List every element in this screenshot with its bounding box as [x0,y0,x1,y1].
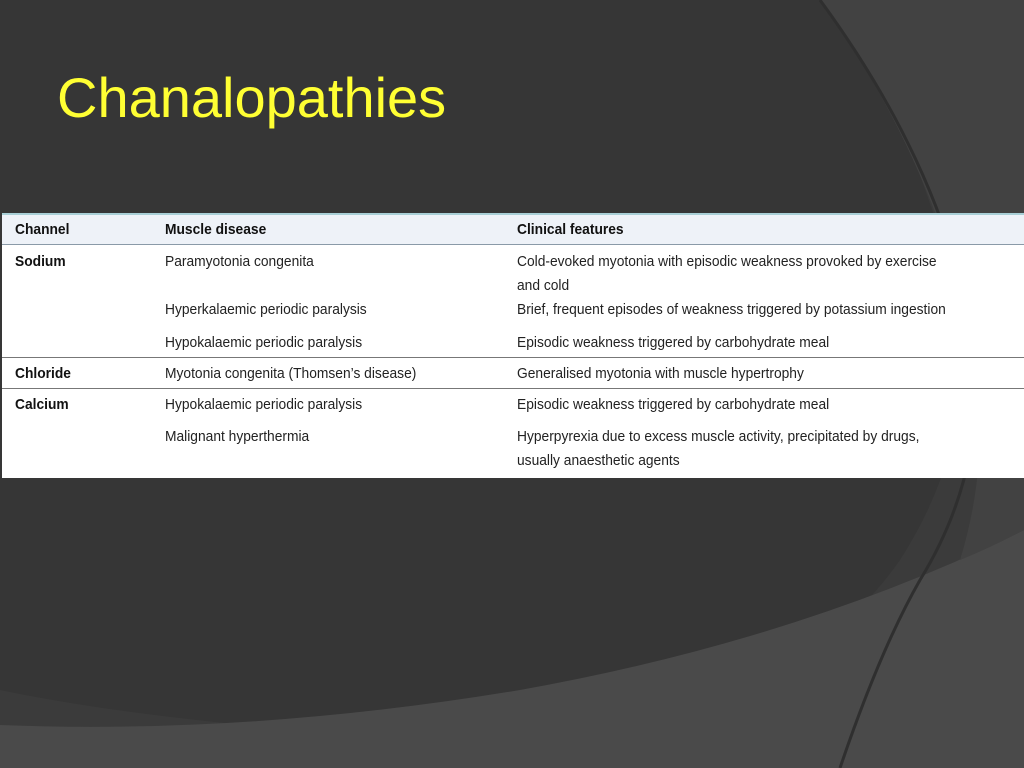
features-cell: Hyperpyrexia due to excess muscle activity, precipitated by drugs, [517,428,920,445]
disease-cell: Hypokalaemic periodic paralysis [165,396,363,413]
table-header-row [2,215,1024,245]
features-cell: Episodic weakness triggered by carbohydrate meal [517,396,830,413]
features-cell: Brief, frequent episodes of weakness triggered by potassium ingestion [517,301,946,318]
disease-cell: Hyperkalaemic periodic paralysis [165,301,367,318]
channel-cell: Sodium [15,253,66,270]
disease-cell: Malignant hyperthermia [165,428,310,445]
disease-cell: Paramyotonia congenita [165,253,314,270]
disease-cell: Hypokalaemic periodic paralysis [165,334,363,351]
group-divider [2,388,1024,389]
features-cell: Generalised myotonia with muscle hypertrophy [517,365,804,382]
features-cell: Episodic weakness triggered by carbohydrate meal [517,334,830,351]
channel-cell: Chloride [15,365,71,382]
channel-cell: Calcium [15,396,69,413]
header-clinical-features: Clinical features [517,221,624,238]
group-divider [2,357,1024,358]
disease-cell: Myotonia congenita (Thomsen’s disease) [165,365,417,382]
header-channel: Channel [15,221,70,238]
features-cell-continued: usually anaesthetic agents [517,452,680,469]
features-cell: Cold-evoked myotonia with episodic weakness provoked by exercise [517,253,937,270]
slide-title: Chanalopathies [57,66,447,129]
header-muscle-disease: Muscle disease [165,221,267,238]
features-cell-continued: and cold [517,277,570,294]
chanalopathies-table [2,213,1024,478]
